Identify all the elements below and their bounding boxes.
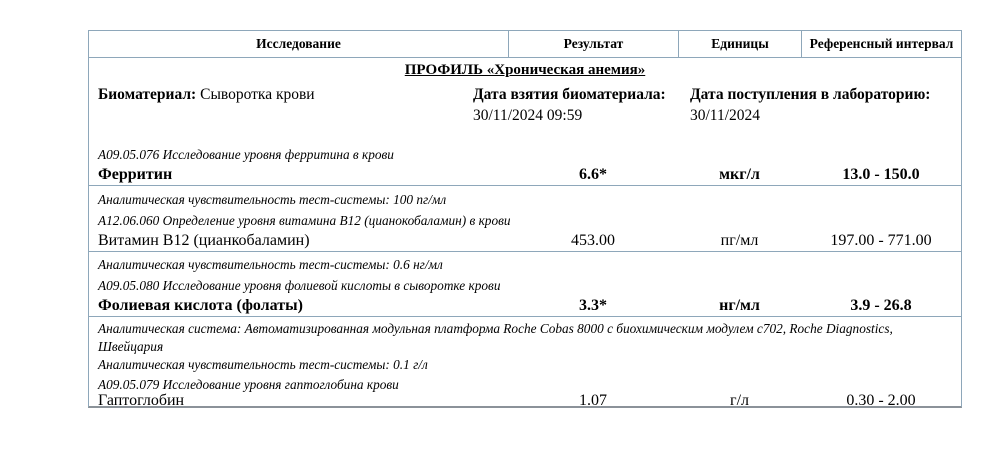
- test-reference: 0.30 - 2.00: [846, 392, 916, 408]
- analytic-system-note-continued: Швейцария: [98, 339, 164, 354]
- test-reference: 13.0 - 150.0: [842, 166, 920, 183]
- test-name: Ферритин: [98, 166, 173, 183]
- received-date-label: Дата поступления в лабораторию:: [690, 86, 931, 103]
- table-row-haptoglobin: [89, 393, 961, 408]
- collection-date-block: [473, 86, 666, 125]
- row-divider: [89, 316, 961, 317]
- test-units: г/л: [730, 392, 749, 408]
- table-row-ferritin: [89, 164, 961, 185]
- test-code-note: A09.05.076 Исследование уровня ферритина в крови: [98, 147, 394, 162]
- biomaterial-line: [98, 86, 315, 104]
- test-units: нг/мл: [719, 297, 760, 314]
- test-result: 6.6*: [579, 166, 607, 183]
- test-units: мкг/л: [719, 166, 760, 183]
- sensitivity-note: Аналитическая чувствительность тест-системы: 0.6 нг/мл: [98, 257, 443, 272]
- profile-title-row: [89, 58, 961, 83]
- row-divider: [89, 185, 961, 186]
- test-result: 1.07: [579, 392, 607, 408]
- test-code-note: A12.06.060 Определение уровня витамина B12 (цианокобаламин) в крови: [98, 213, 511, 228]
- collection-date-label: Дата взятия биоматериала:: [473, 86, 666, 103]
- column-header-reference-interval: Референсный интервал: [801, 31, 961, 57]
- table-header-row: [89, 31, 961, 58]
- column-header-result: Результат: [508, 31, 678, 57]
- test-reference: 197.00 - 771.00: [830, 232, 932, 249]
- test-code-note: A09.05.080 Исследование уровня фолиевой кислоты в сыворотке крови: [98, 278, 501, 293]
- received-date-block: [690, 86, 930, 125]
- test-result: 3.3*: [579, 297, 607, 314]
- test-code-note: A09.05.079 Исследование уровня гаптоглобина крови: [98, 377, 399, 392]
- sensitivity-note: Аналитическая чувствительность тест-системы: 0.1 г/л: [98, 357, 428, 372]
- profile-title: ПРОФИЛЬ «Хроническая анемия»: [404, 62, 646, 78]
- analytic-system-note: Аналитическая система: Автоматизированная модульная платформа Roche Cobas 8000 с биохимическим модулем c702, Roche Diagnostics,: [98, 321, 893, 336]
- row-divider: [89, 251, 961, 252]
- test-reference: 3.9 - 26.8: [850, 297, 912, 314]
- test-name: Гаптоглобин: [98, 392, 185, 408]
- column-header-units: Единицы: [678, 31, 801, 57]
- received-date-value: 30/11/2024: [690, 107, 761, 124]
- biomaterial-value: Сыворотка крови: [200, 86, 315, 103]
- biomaterial-block: [89, 83, 961, 146]
- column-header-study: Исследование: [256, 36, 341, 51]
- table-row-vitamin-b12: [89, 230, 961, 251]
- sensitivity-note: Аналитическая чувствительность тест-системы: 100 пг/мл: [98, 192, 447, 207]
- lab-report-table: [88, 30, 962, 408]
- table-row-folic-acid: [89, 295, 961, 316]
- test-name: Витамин B12 (цианкобаламин): [98, 232, 310, 249]
- test-units: пг/мл: [720, 232, 759, 249]
- collection-date-value: 30/11/2024 09:59: [473, 107, 583, 124]
- biomaterial-label: Биоматериал:: [98, 86, 197, 103]
- test-name: Фолиевая кислота (фолаты): [98, 297, 303, 314]
- test-result: 453.00: [571, 232, 615, 249]
